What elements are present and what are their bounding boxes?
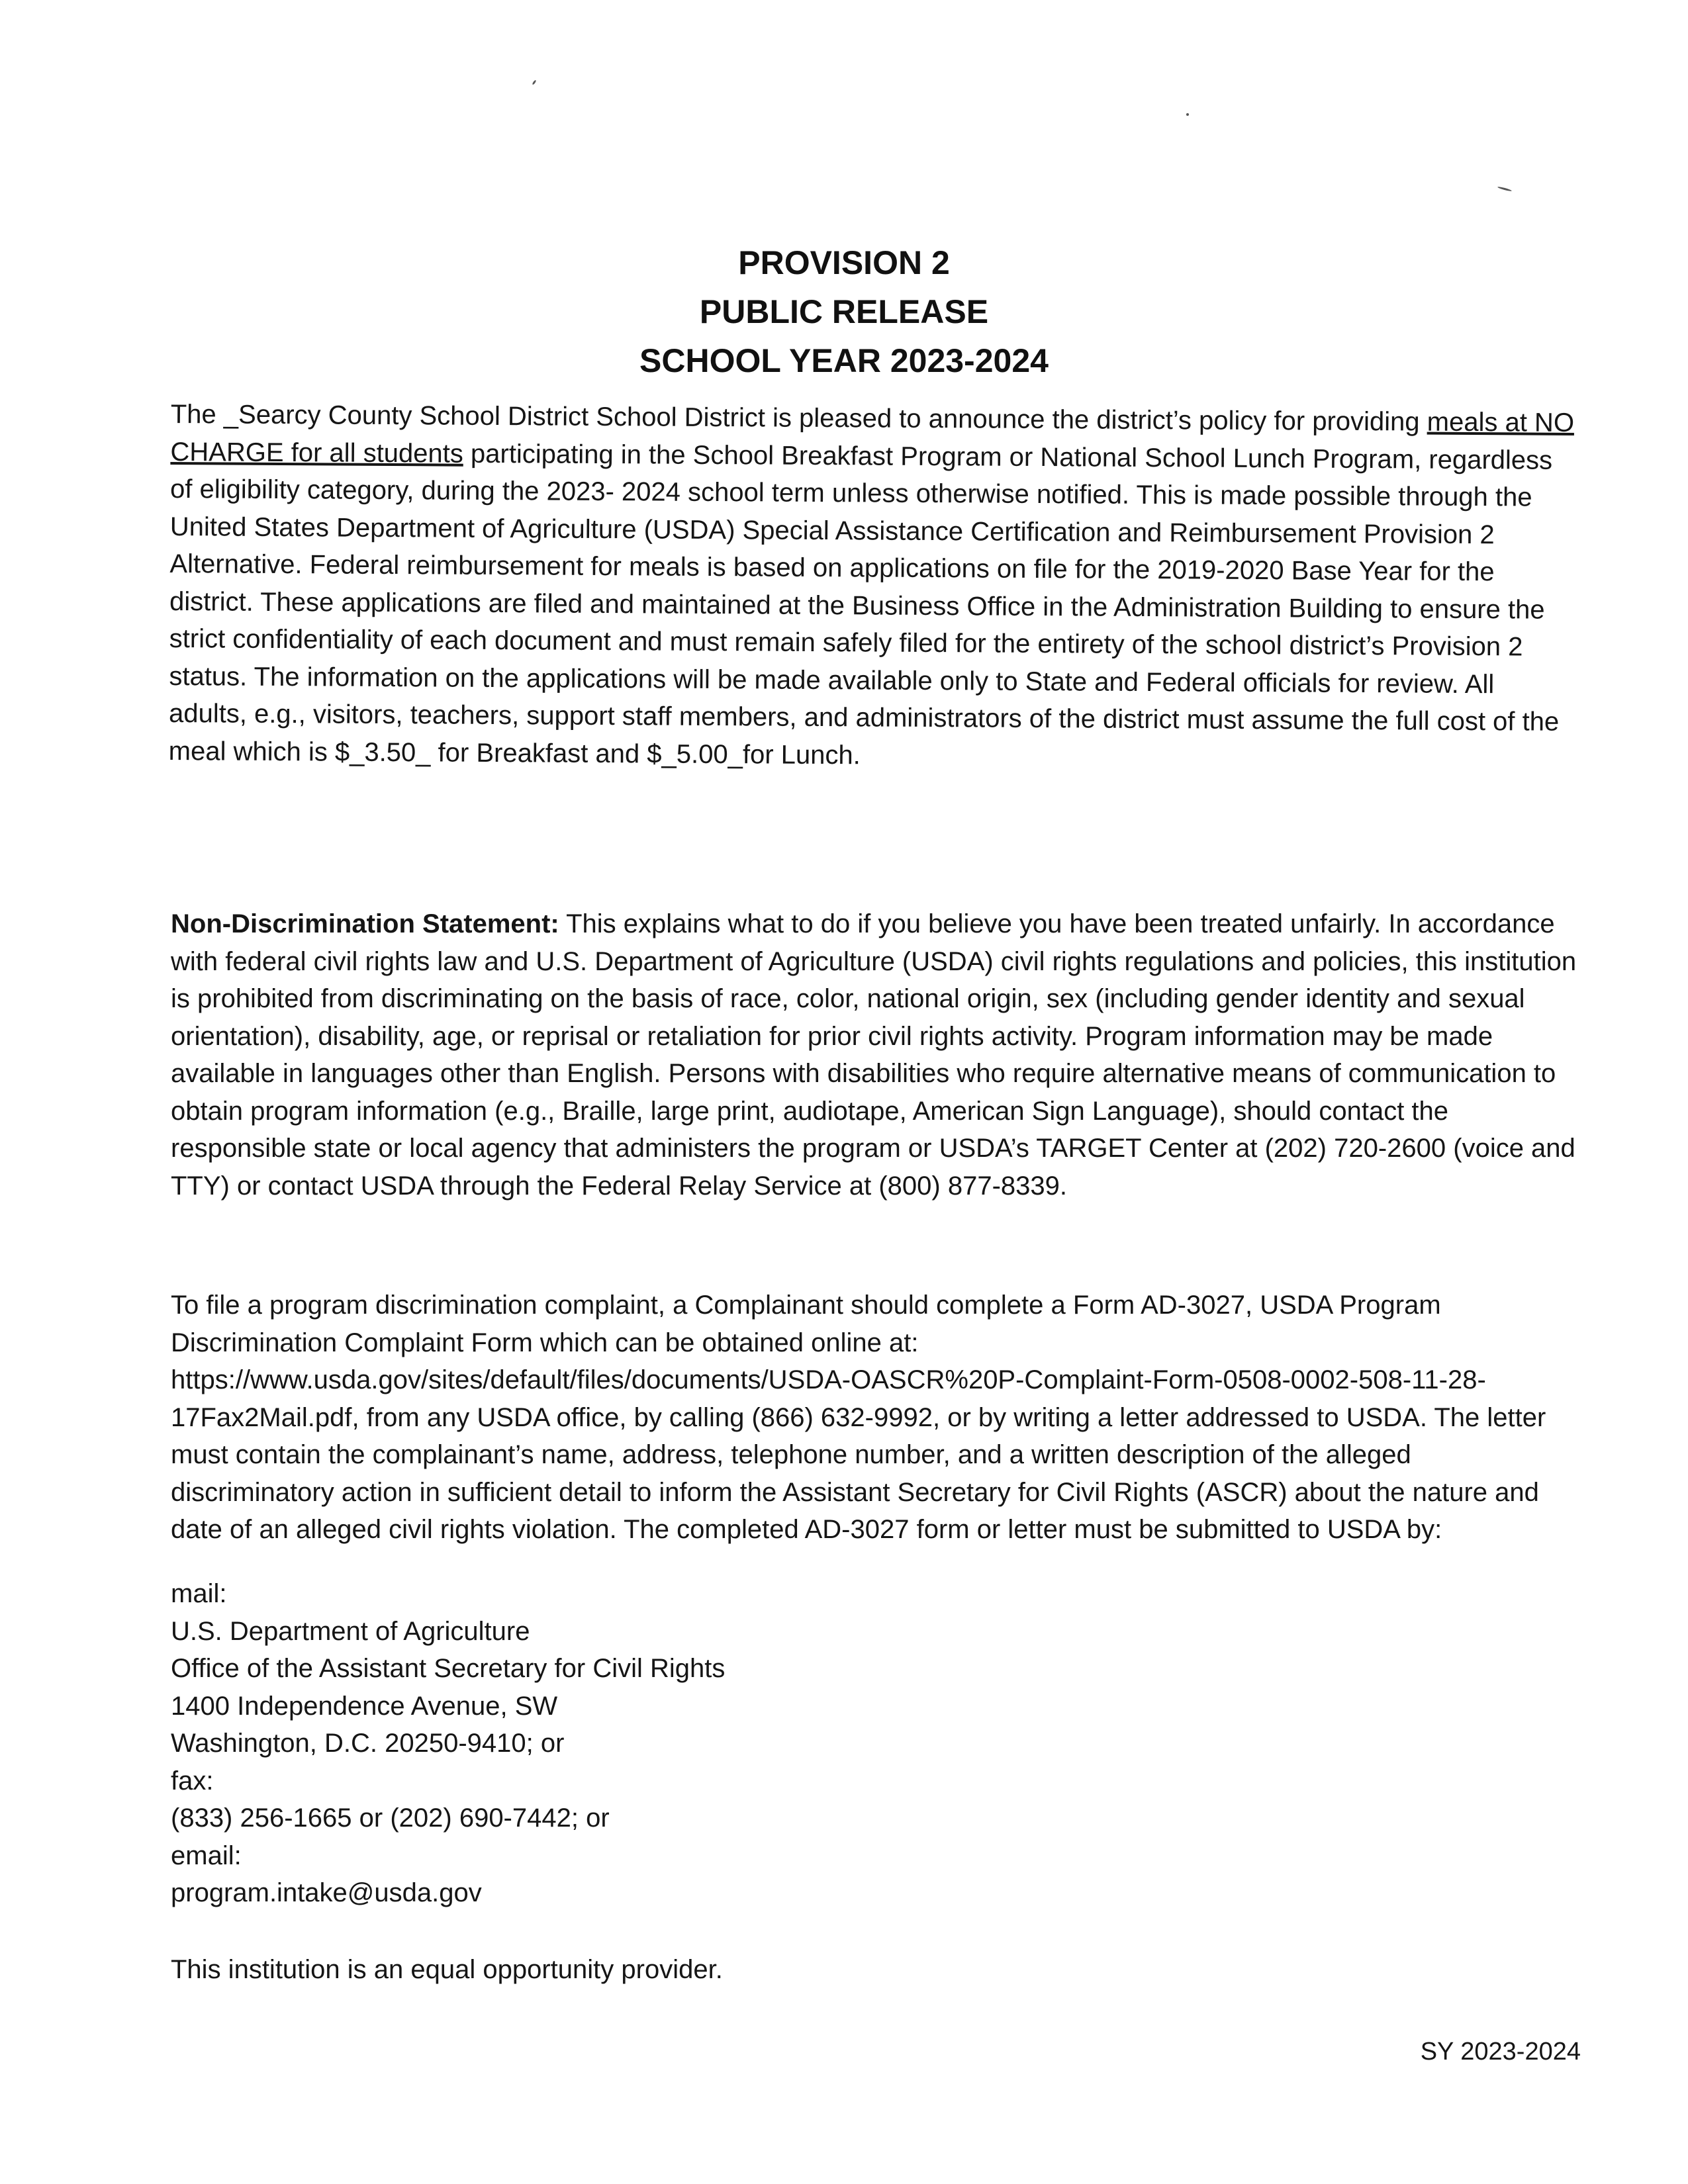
intro-paragraph: [169, 396, 1581, 778]
contact-line: fax:: [171, 1766, 214, 1796]
title-school-year: SCHOOL YEAR 2023-2024: [639, 342, 1049, 379]
intro-text-start: The _Searcy County School District School District is pleased to announce the district’s policy for providing: [170, 399, 1427, 437]
contact-email: program.intake@usda.gov: [171, 1878, 482, 1907]
complaint-paragraph: To file a program discrimination complaint, a Complainant should complete a Form AD-3027, USDA Program Discrimination Complaint Form which can be obtained online at: https://www.usda.gov/sites/default/files/documents/USDA-OASCR%20P-Complaint-Form-0508-0002-508-11-28-17Fax2Mail.pdf, from any USDA office, by calling (866) 632-9992, or by writing a letter addressed to USDA. The letter must contain the complainant’s name, address, telephone number, and a written description of the alleged discriminatory action in sufficient detail to inform the Assistant Secretary for Civil Rights (ASCR) about the nature and date of an alleged civil rights violation. The completed AD-3027 form or letter must be submitted to USDA by:: [171, 1291, 1546, 1544]
scan-mark: [1186, 113, 1189, 116]
equal-opportunity-statement: This institution is an equal opportunity provider.: [171, 1955, 723, 1984]
title-public-release: PUBLIC RELEASE: [699, 293, 989, 330]
contact-address-block: [171, 1575, 725, 1912]
title-block: [0, 238, 1688, 385]
non-discrimination-heading: Non-Discrimination Statement:: [171, 909, 559, 938]
intro-text-rest: participating in the School Breakfast Program or National School Lunch Program, regardless of eligibility category, during the 2023- 2024 school term unless otherwise notified. This is made possible through the United States Department of Agriculture (USDA) Special Assistance Certification and Reimbursement Provision 2 Alternative. Federal reimbursement for meals is based on applications on file for the 2019-2020 Base Year for the district. These applications are filed and maintained at the Business Office in the Administration Building to ensure the strict confidentiality of each document and must remain safely filed for the entirety of the school district’s Provision 2 status. The information on the applications will be made available only to State and Federal officials for review. All adults, e.g., visitors, teachers, support staff members, and administrators of the district must assume the full cost of the meal which is $_3.50_ for Breakfast and $_5.00_for Lunch.: [168, 439, 1560, 770]
contact-line: email:: [171, 1841, 242, 1870]
non-discrimination-paragraph: [171, 905, 1581, 1205]
scan-mark: [532, 79, 536, 85]
contact-line: 1400 Independence Avenue, SW: [171, 1691, 558, 1721]
non-discrimination-text: This explains what to do if you believe you have been treated unfairly. In accordance with federal civil rights law and U.S. Department of Agriculture (USDA) civil rights regulations and policies, this institution is prohibited from discriminating on the basis of race, color, national origin, sex (including gender identity and sexual orientation), disability, age, or reprisal or retaliation for prior civil rights activity. Program information may be made available in languages other than English. Persons with disabilities who require alternative means of communication to obtain program information (e.g., Braille, large print, audiotape, American Sign Language), should contact the responsible state or local agency that administers the program or USDA’s TARGET Center at (202) 720-2600 (voice and TTY) or contact USDA through the Federal Relay Service at (800) 877-8339.: [171, 909, 1577, 1201]
scan-mark: [1497, 186, 1512, 192]
contact-line: Washington, D.C. 20250-9410; or: [171, 1729, 565, 1758]
footer-school-year: SY 2023-2024: [1420, 2038, 1581, 2066]
intro-no-charge-underline: meals at NO CHARGE for all students: [170, 407, 1575, 469]
contact-line: Office of the Assistant Secretary for Civil Rights: [171, 1654, 726, 1683]
contact-line: (833) 256-1665 or (202) 690-7442; or: [171, 1803, 610, 1833]
contact-line: mail:: [171, 1579, 227, 1608]
title-provision: PROVISION 2: [738, 244, 950, 281]
contact-line: U.S. Department of Agriculture: [171, 1616, 530, 1646]
